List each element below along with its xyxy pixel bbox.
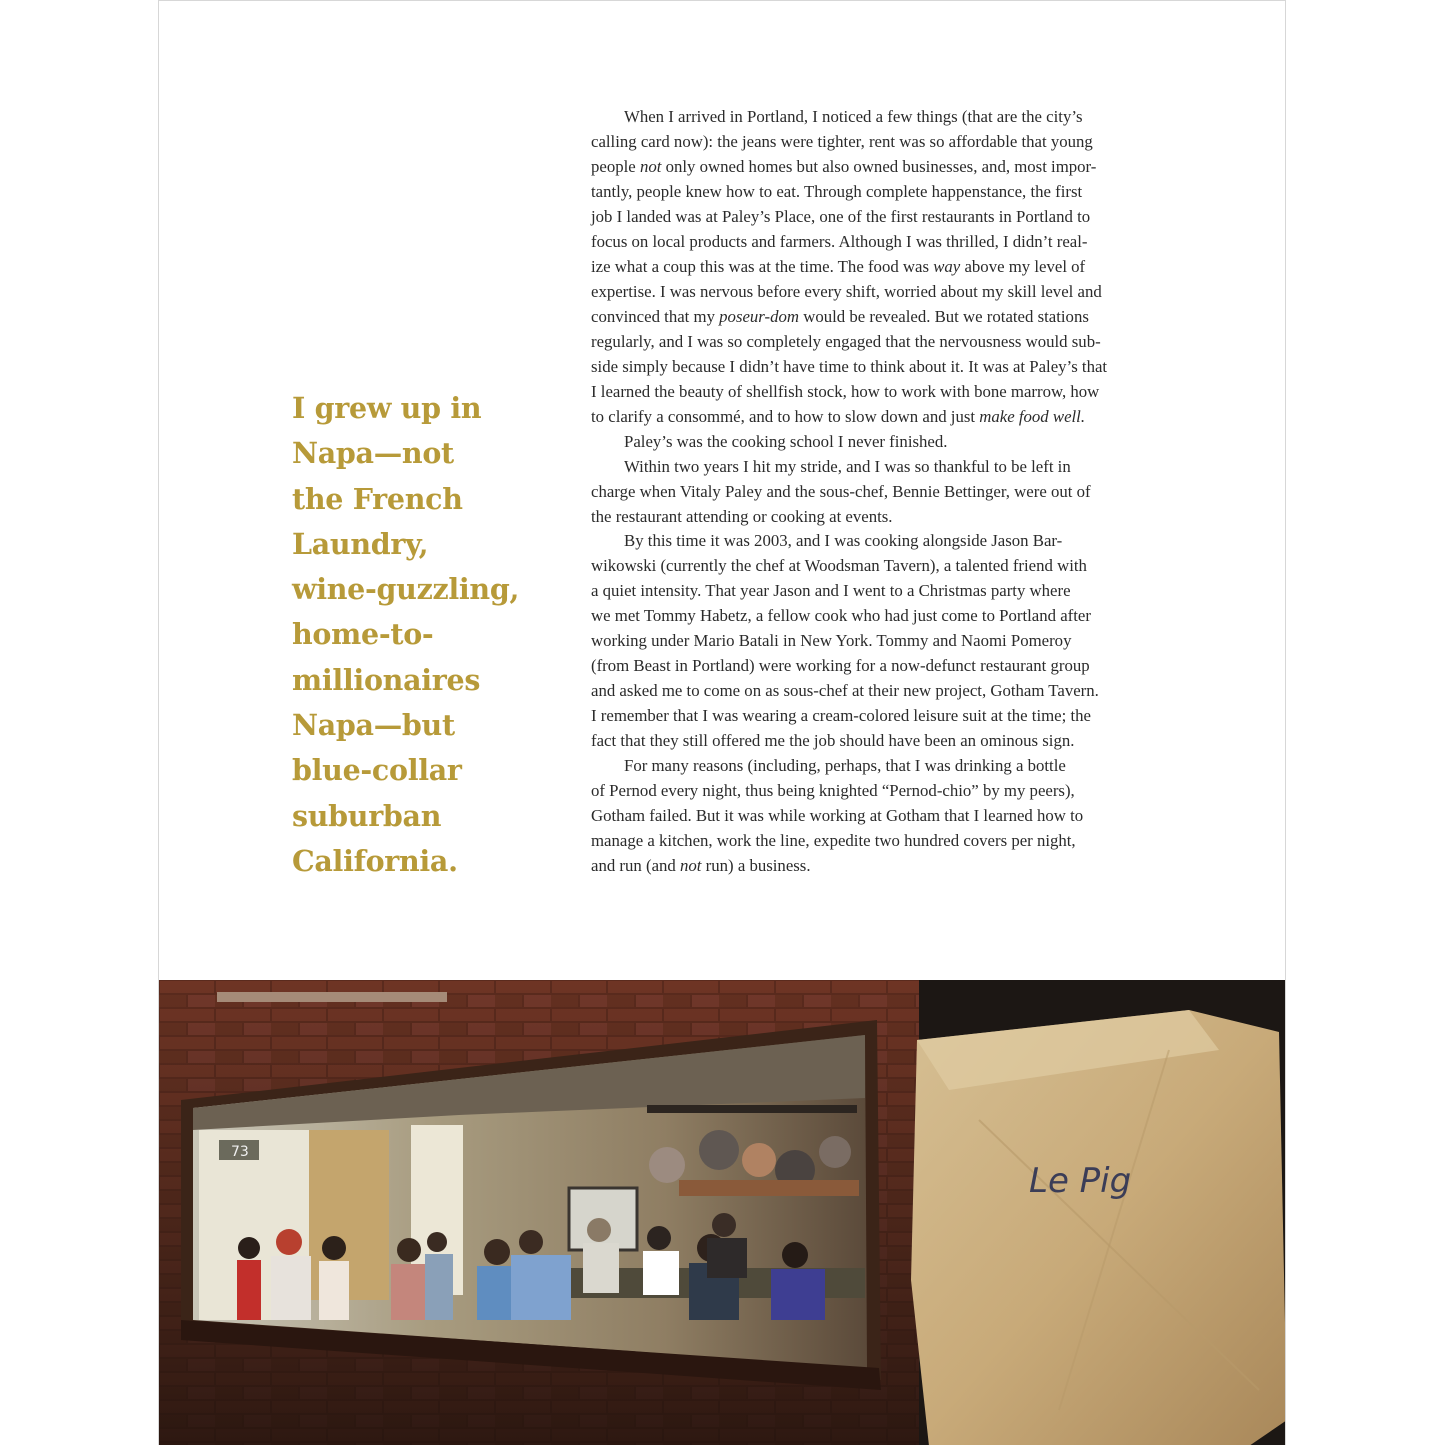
body-line: we met Tommy Habetz, a fellow cook who had just come to Portland after (591, 606, 1091, 626)
body-line: ize what a coup this was at the time. The food was way above my level of (591, 256, 1086, 276)
body-line: wikowski (currently the chef at Woodsman Tavern), a talented friend with (591, 556, 1087, 576)
pull-quote-line: Laundry, (292, 526, 429, 561)
restaurant-photo (159, 980, 1286, 1445)
body-line: I learned the beauty of shellfish stock, how to work with bone marrow, how (591, 381, 1100, 401)
pull-quote-line: suburban (292, 798, 442, 833)
body-line: fact that they still offered me the job should have been an ominous sign. (591, 731, 1075, 751)
body-line: Gotham failed. But it was while working at Gotham that I learned how to (591, 806, 1084, 826)
body-line: people not only owned homes but also owned businesses, and, most impor- (591, 156, 1097, 176)
book-page (158, 0, 1286, 1445)
body-line: and run (and not run) a business. (591, 856, 811, 876)
body-line: the restaurant attending or cooking at events. (591, 506, 893, 526)
sign-number: 73 (231, 1144, 249, 1160)
body-line: convinced that my poseur-dom would be revealed. But we rotated stations (591, 306, 1089, 326)
pull-quote-line: I grew up in (292, 391, 482, 425)
body-text (591, 105, 1157, 879)
restaurant-photo-illustration (159, 980, 1286, 1445)
body-line: working under Mario Batali in New York. Tommy and Naomi Pomeroy (591, 631, 1072, 651)
pull-quote-line: home-to- (292, 617, 434, 652)
body-line: job I landed was at Paley’s Place, one of the first restaurants in Portland to (591, 206, 1091, 226)
body-line: of Pernod every night, thus being knighted “Pernod-chio” by my peers), (591, 781, 1075, 801)
pull-quote (292, 386, 567, 884)
body-line: calling card now): the jeans were tighter, rent was so affordable that young (591, 131, 1093, 151)
body-line: focus on local products and farmers. Although I was thrilled, I didn’t real- (591, 231, 1088, 251)
body-line: For many reasons (including, perhaps, that I was drinking a bottle (624, 756, 1066, 776)
body-line: tantly, people knew how to eat. Through complete happenstance, the first (591, 181, 1083, 201)
pull-quote-line: blue-collar (292, 753, 462, 788)
body-line: expertise. I was nervous before every shift, worried about my skill level and (591, 281, 1102, 301)
bag-handwriting: Le Pig (1029, 1161, 1132, 1201)
pull-quote-line: Napa—not (292, 436, 454, 471)
body-line: (from Beast in Portland) were working for a now-defunct restaurant group (591, 656, 1090, 676)
body-line: When I arrived in Portland, I noticed a few things (that are the city’s (624, 107, 1083, 126)
body-line: and asked me to come on as sous-chef at their new project, Gotham Tavern. (591, 681, 1099, 701)
pull-quote-line: millionaires (292, 662, 481, 697)
pull-quote-line: California. (292, 843, 458, 878)
body-line: Within two years I hit my stride, and I was so thankful to be left in (624, 456, 1071, 476)
pull-quote-line: Napa—but (292, 708, 455, 743)
pull-quote-line: wine-guzzling, (292, 572, 520, 607)
body-line: charge when Vitaly Paley and the sous-chef, Bennie Bettinger, were out of (591, 481, 1091, 501)
body-line: a quiet intensity. That year Jason and I went to a Christmas party where (591, 581, 1071, 601)
body-line: side simply because I didn’t have time to think about it. It was at Paley’s that (591, 356, 1108, 376)
body-line: By this time it was 2003, and I was cooking alongside Jason Bar- (624, 531, 1063, 551)
body-line: manage a kitchen, work the line, expedite two hundred covers per night, (591, 831, 1076, 851)
body-line: to clarify a consommé, and to how to slow down and just make food well. (591, 406, 1086, 426)
pull-quote-line: the French (292, 481, 463, 516)
body-line: Paley’s was the cooking school I never finished. (624, 431, 948, 451)
body-line: I remember that I was wearing a cream-colored leisure suit at the time; the (591, 706, 1091, 726)
body-line: regularly, and I was so completely engaged that the nervousness would sub- (591, 331, 1101, 351)
